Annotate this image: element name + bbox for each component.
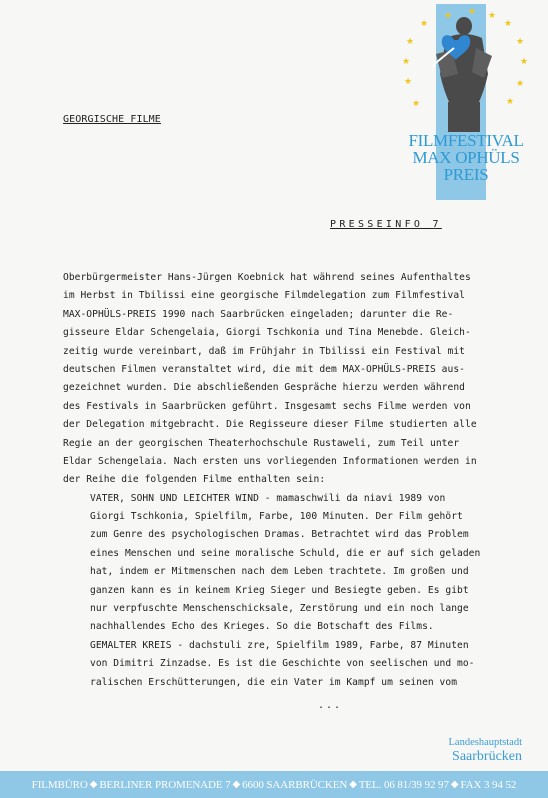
footer-office: FILMBÜRO: [31, 778, 88, 791]
film-line: eines Menschen und seine moralische Schuld, die er auf sich geladen: [90, 547, 481, 559]
svg-text:★: ★: [406, 37, 415, 47]
svg-text:★: ★: [412, 99, 421, 109]
svg-text:★: ★: [404, 77, 413, 87]
festival-name-line-3: PREIS: [443, 165, 489, 184]
city-line-2: Saarbrücken: [452, 749, 522, 764]
svg-text:★: ★: [420, 19, 429, 29]
body-line: MAX-OPHÜLS-PREIS 1990 nach Saarbrücken eingeladen; darunter die Re-: [63, 308, 454, 320]
footer-diamond-icon: ◆: [232, 779, 241, 790]
svg-text:★: ★: [488, 11, 497, 21]
press-release-body: [63, 269, 493, 692]
footer-address-bar: [0, 771, 548, 798]
festival-name: [392, 132, 540, 183]
footer-city: 6600 SAARBRÜCKEN: [242, 778, 348, 791]
film-line: nur verpfuschte Menschenschicksale, Zerstörung und ein noch lange: [90, 603, 469, 615]
footer-diamond-icon: ◆: [450, 779, 459, 790]
body-line: Oberbürgermeister Hans-Jürgen Koebnick hat während seines Aufenthaltes: [63, 272, 471, 283]
footer-fax: FAX 3 94 52: [460, 778, 517, 791]
body-line: der Delegation mitgebracht. Die Regisseure dieser Filme studierten alle: [63, 419, 477, 431]
city-line-1: Landeshauptstadt: [448, 737, 522, 748]
film-line: Giorgi Tschkonia, Spielfilm, Farbe, 100 Minuten. Der Film gehört: [90, 511, 463, 523]
festival-logo: [392, 4, 540, 200]
film-line: zum Genre des psychologischen Dramas. Betrachtet wird das Problem: [90, 529, 469, 541]
film-line: hat, indem er Mitmenschen nach dem Leben trachtete. Im großen und: [90, 566, 469, 578]
section-title: GEORGISCHE FILME: [63, 114, 161, 125]
footer-diamond-icon: ◆: [349, 779, 357, 790]
film-line: GEMALTER KREIS - dachstuli zre, Spielfilm 1989, Farbe, 87 Minuten: [90, 639, 469, 651]
body-line: gisseure Eldar Schengelaia, Giorgi Tschkonia und Tina Menebde. Gleich-: [63, 327, 471, 339]
svg-text:★: ★: [444, 11, 453, 21]
film-line: VATER, SOHN UND LEICHTER WIND - mamaschwili da niavi 1989 von: [90, 492, 446, 504]
svg-text:★: ★: [468, 7, 477, 17]
film-line: von Dimitri Zinzadse. Es ist die Geschichte von seelischen und mo-: [90, 658, 475, 670]
film-line: ganzen kann es in keinem Krieg Sieger und Besiegte geben. Es gibt: [90, 584, 469, 596]
festival-name-line-2: MAX OPHÜLS: [412, 148, 520, 167]
body-line: der Reihe die folgenden Filme enthalten sein:: [63, 474, 326, 486]
svg-text:★: ★: [516, 79, 525, 89]
body-line: Eldar Schengelaia. Nach ersten uns vorliegenden Informationen werden in: [63, 455, 477, 467]
presseinfo-heading: PRESSEINFO 7: [330, 219, 442, 230]
svg-text:★: ★: [506, 97, 515, 107]
svg-text:★: ★: [516, 37, 525, 47]
body-line: des Festivals in Saarbrücken geführt. Insgesamt sechs Filme werden von: [63, 400, 471, 412]
body-line: gezeichnet wurden. Die abschließenden Gespräche hierzu werden während: [63, 382, 465, 394]
film-line: ralischen Erschütterungen, die ein Vater im Kampf um seinen vom: [90, 676, 458, 688]
statue-with-star-circle-icon: [392, 4, 540, 134]
footer-diamond-icon: ◆: [89, 779, 98, 790]
svg-text:★: ★: [402, 57, 411, 67]
body-line: zeitig wurde vereinbart, daß im Frühjahr in Tbilissi ein Festival mit: [63, 345, 465, 357]
body-line: Regie an der georgischen Theaterhochschule Rustaweli, zum Teil unter: [63, 437, 460, 449]
continuation-ellipsis: ...: [318, 700, 343, 711]
film-line: nachhallendes Echo des Krieges. So die Botschaft des Films.: [90, 621, 434, 633]
svg-text:★: ★: [520, 57, 529, 67]
body-line: im Herbst in Tbilissi eine georgische Filmdelegation zum Filmfestival: [63, 290, 465, 302]
footer-street: BERLINER PROMENADE 7: [99, 778, 231, 791]
festival-name-line-1: FILMFESTIVAL: [408, 131, 524, 150]
footer-phone: TEL. 06 81/39 92 97: [358, 778, 449, 791]
city-logo: [410, 736, 522, 765]
svg-text:★: ★: [504, 19, 513, 29]
body-line: deutschen Filmen veranstaltet wird, die mit dem MAX-OPHÜLS-PREIS aus-: [63, 363, 465, 375]
